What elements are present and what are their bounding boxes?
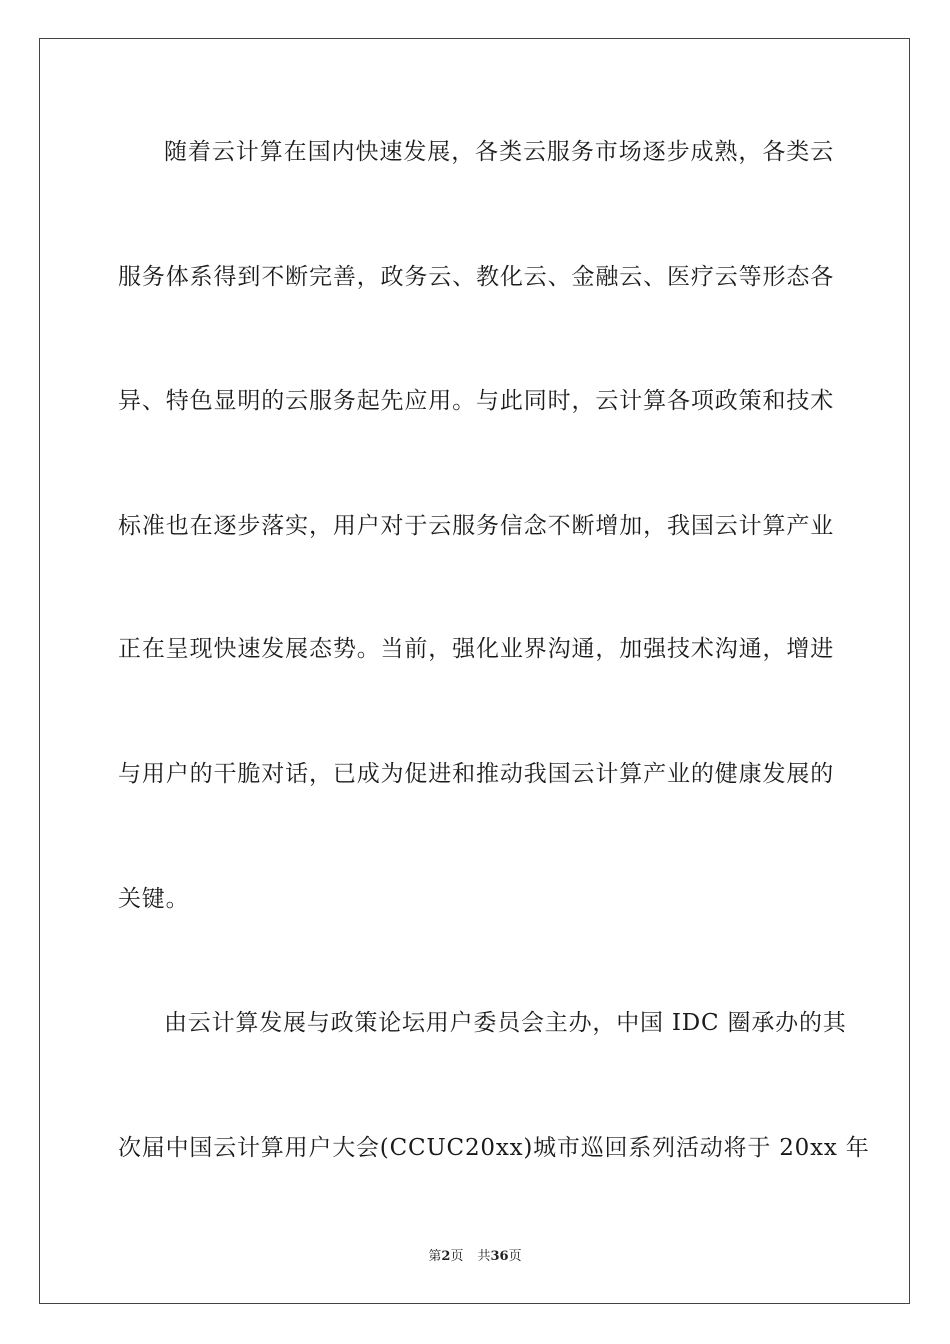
page-footer bbox=[0, 1248, 950, 1266]
footer-page-prefix: 第 bbox=[428, 1249, 442, 1264]
paragraph-1-line-1: 随着云计算在国内快速发展，各类云服务市场逐步成熟，各类云 bbox=[164, 139, 834, 165]
page-border bbox=[39, 38, 910, 1304]
paragraph-1-line-4: 标准也在逐步落实，用户对于云服务信念不断增加，我国云计算产业 bbox=[118, 513, 834, 539]
paragraph-1-line-5: 正在呈现快速发展态势。当前，强化业界沟通，加强技术沟通，增进 bbox=[118, 636, 834, 662]
footer-page-suffix: 页 bbox=[450, 1249, 464, 1264]
paragraph-2-line-1: 由云计算发展与政策论坛用户委员会主办，中国 IDC 圈承办的其 bbox=[164, 1010, 847, 1036]
paragraph-1-line-6: 与用户的干脆对话，已成为促进和推动我国云计算产业的健康发展的 bbox=[118, 761, 834, 787]
paragraph-1-line-2: 服务体系得到不断完善，政务云、教化云、金融云、医疗云等形态各 bbox=[118, 264, 834, 290]
paragraph-1-line-3: 异、特色显明的云服务起先应用。与此同时，云计算各项政策和技术 bbox=[118, 388, 834, 414]
footer-total-pages: 36 bbox=[490, 1249, 509, 1264]
paragraph-1-line-7: 关键。 bbox=[118, 886, 190, 912]
footer-total-prefix: 共 bbox=[477, 1249, 491, 1264]
paragraph-2-line-2: 次届中国云计算用户大会(CCUC20xx)城市巡回系列活动将于 20xx 年 bbox=[118, 1135, 870, 1161]
footer-total-suffix: 页 bbox=[508, 1249, 522, 1264]
footer-page-number: 2 bbox=[441, 1249, 451, 1264]
